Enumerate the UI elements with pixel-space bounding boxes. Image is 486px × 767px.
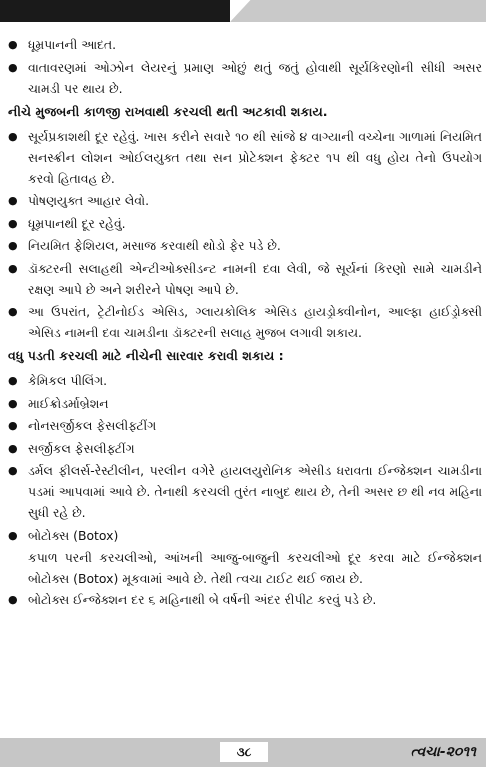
- bullet-icon: ●: [8, 129, 18, 143]
- list-item-text: માઈક્રોડર્માબ્રેશન: [28, 395, 109, 411]
- list-item-text: બોટોક્સ ઈન્જેક્શન દર ૬ મહિનાથી બે વર્ષની અંદર રીપીટ કરવું પડે છે.: [28, 592, 377, 607]
- list-item-text: સર્જીકલ ફેસલીફ્ટીંગ: [28, 440, 135, 456]
- list-item-text: ડર્મલ ફીલર્સ-રેસ્ટીલીન, પરલીન વગેરે હાયલયુરોનિક એસીડ ધરાવતા ઈન્જેક્શન ચામડીના પડમાં આપવામાં આવે છે. તેનાથી કરચલી તુરંત નાબુદ થાય છે, તેની અસર છ થી નવ મહિના સુધી રહે છે.: [28, 463, 482, 520]
- list-item: [8, 213, 482, 234]
- bullet-icon: ●: [8, 239, 18, 252]
- list-item: [8, 34, 482, 55]
- page-body: [8, 34, 482, 612]
- list-item: [8, 370, 482, 391]
- section-heading-care: નીચે મુજબની કાળજી રાખવાથી કરચલી થતી અટકાવી શકાય.: [8, 103, 328, 119]
- list-item-text: વાતાવરણમાં ઓઝોન લેયરનું પ્રમાણ ઓછું થતું જતું હોવાથી સૂર્યકિરણોની સીધી અસર ચામડી પર થાય છે.: [28, 59, 482, 96]
- list-item: [8, 525, 482, 546]
- list-item-text: નિયમિત ફેશિયલ, મસાજ કરવાથી થોડો ફેર પડે છે.: [28, 238, 281, 253]
- list-item-text: નોનસર્જીકલ ફેસલીફ્ટીંગ: [28, 418, 157, 433]
- list-item-text: પોષણયુક્ત આહાર લેવો.: [28, 193, 150, 208]
- list-item: [8, 393, 482, 414]
- list-item: [8, 258, 482, 300]
- publication-title: ત્વચા-૨૦૧૧: [410, 744, 476, 760]
- bullet-icon: ●: [8, 261, 18, 275]
- list-item: [8, 438, 482, 459]
- list-item: [8, 415, 482, 436]
- top-banner: [0, 0, 486, 22]
- botox-description: કપાળ પરની કરચલીઓ, આંખની આજુ-બાજુની કરચલીઓ દૂર કરવા માટે ઈન્જેક્શન બોટોક્સ (Botox) મૂકવામાં આવે છે. તેથી ત્વચા ટાઈટ થઈ જાય છે.: [28, 550, 482, 586]
- list-item: [8, 57, 482, 99]
- list-item-text: ધૂમ્રપાનથી દૂર રહેવું.: [28, 215, 126, 231]
- bullet-icon: ●: [8, 374, 18, 387]
- list-item-text: ડૉક્ટરની સલાહથી એન્ટીઓક્સીડન્ટ નામની દવા લેવી, જે સૂર્યનાં કિરણો સામે ચામડીને રક્ષણ આપે છે અને શરીરને પોષણ આપે છે.: [28, 260, 482, 297]
- list-item-text: કેમિકલ પીલિંગ.: [28, 373, 108, 388]
- bullet-icon: ●: [8, 464, 18, 477]
- bullet-icon: ●: [8, 419, 18, 432]
- list-item: [8, 589, 482, 610]
- bullet-icon: ●: [8, 528, 18, 542]
- top-banner-light: [230, 0, 486, 22]
- list-item-text: સૂર્યપ્રકાશથી દૂર રહેવું. ખાસ કરીને સવારે ૧૦ થી સાંજે ૪ વાગ્યાની વચ્ચેના ગાળામાં નિયમિત સનસ્ક્રીન લોશન ઓઈલયુક્ત તથા સન પ્રોટેક્શન ફેક્ટર ૧૫ થી વધુ હોય તેનો ઉપયોગ કરવો હિતાવહ છે.: [28, 128, 482, 186]
- list-item: [8, 460, 482, 523]
- bullet-icon: ●: [8, 305, 18, 318]
- list-item: [8, 235, 482, 256]
- list-item-text: આ ઉપરાંત, ટ્રેટીનોઈડ એસિડ, ગ્લાયકોલિક એસિડ હાયડ્રોક્વીનોન, આલ્ફા હાઈડ્રોક્સી એસિડ નામની દવા ચામડીના ડૉક્ટરની સલાહ મુજબ લગાવી શકાય.: [28, 304, 482, 340]
- list-item: [8, 126, 482, 189]
- bullet-icon: ●: [8, 441, 18, 455]
- bullet-icon: ●: [8, 593, 18, 606]
- section-heading-treatment: વધુ પડતી કરચલી માટે નીચેની સારવાર કરાવી શકાય :: [8, 348, 284, 363]
- bullet-icon: ●: [8, 38, 18, 51]
- top-banner-dark: [0, 0, 230, 22]
- list-item-text: ધૂમ્રપાનની આદત.: [28, 37, 117, 52]
- bullet-icon: ●: [8, 194, 18, 207]
- bullet-icon: ●: [8, 60, 18, 74]
- bullet-icon: ●: [8, 216, 18, 230]
- page-number: ૩૮: [220, 742, 268, 762]
- list-item: [8, 190, 482, 211]
- bullet-icon: ●: [8, 396, 18, 410]
- list-item: [8, 301, 482, 343]
- list-item-text: બોટોક્સ (Botox): [28, 527, 119, 543]
